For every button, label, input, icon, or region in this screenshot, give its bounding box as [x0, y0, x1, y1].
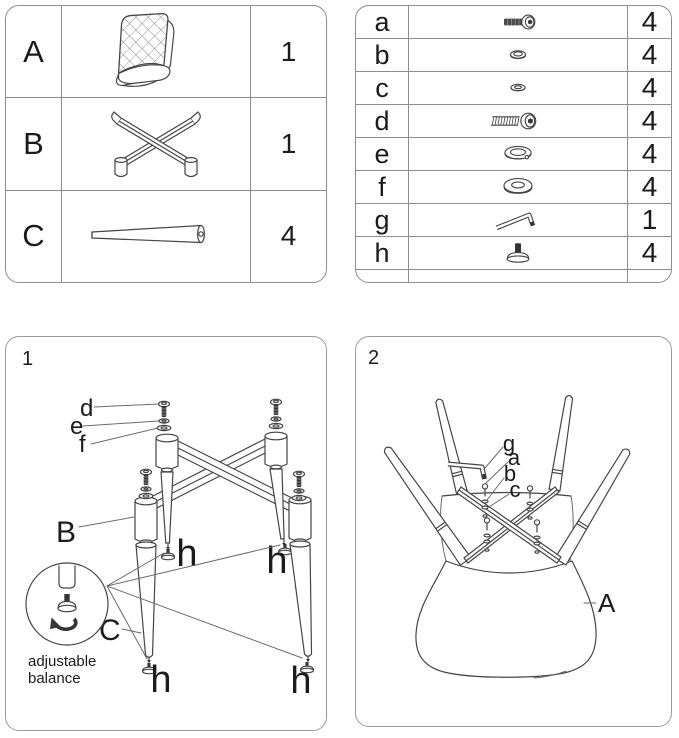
hw-icon-cell-h [408, 237, 627, 269]
part-qty-B: 1 [250, 98, 326, 189]
hw-qty-h: 4 [627, 237, 671, 269]
hw-icon-cell-g [408, 204, 627, 236]
step2-number: 2 [368, 347, 380, 369]
hardware-table [355, 5, 672, 283]
part-label-C: C [22, 218, 45, 254]
base-sockets [135, 432, 311, 542]
hw-row-a [356, 6, 671, 38]
hw-qty-f: 4 [627, 171, 671, 203]
part-label-B: B [23, 125, 44, 161]
chair-seat-icon [92, 10, 220, 94]
hw-label-d: d [374, 105, 390, 136]
step2-label-b: b [503, 461, 517, 486]
hw-label-h: h [374, 237, 390, 268]
hw-label-b: b [374, 39, 390, 70]
hw-qty-c: 4 [627, 72, 671, 104]
step1-label-f: f [79, 431, 86, 458]
spring-washer-icon [463, 140, 573, 168]
flat-washer-icon [463, 173, 573, 201]
hw-row-e [356, 137, 671, 170]
magnifier-detail [26, 545, 302, 659]
step2-panel [355, 336, 672, 727]
small-flat-washer-icon [463, 74, 573, 102]
part-qty-A: 1 [250, 6, 326, 97]
hw-label-a: a [374, 6, 390, 37]
hw-qty-empty [627, 270, 671, 282]
step1-label-h3: h [150, 659, 172, 701]
foot-glide-icon [463, 239, 573, 267]
long-bolt-icon [463, 107, 573, 135]
short-bolt-icon [463, 8, 573, 36]
hw-label-empty [356, 270, 408, 282]
cross-base-icon [91, 104, 221, 184]
hw-row-g [356, 203, 671, 236]
step1-label-d: d [80, 395, 94, 422]
hw-row-f [356, 170, 671, 203]
hw-qty-g: 1 [627, 204, 671, 236]
part-label-A: A [23, 33, 44, 69]
hw-icon-cell-a [408, 6, 627, 38]
step2-label-c: c [509, 477, 521, 502]
parts-row-A [6, 6, 326, 97]
step1-panel [5, 336, 327, 731]
step2-label-A: A [598, 588, 616, 618]
step1-label-B: B [56, 516, 77, 549]
part-icon-cell-C [61, 191, 250, 282]
step1-label-h4: h [290, 660, 312, 702]
hw-label-e: e [374, 138, 390, 169]
parts-row-B [6, 97, 326, 189]
hw-icon-cell-c [408, 72, 627, 104]
parts-table [5, 5, 327, 283]
hw-icon-cell-empty [408, 270, 627, 282]
step1-label-C: C [99, 614, 121, 647]
hw-icon-cell-e [408, 138, 627, 170]
step1-label-e: e [70, 413, 84, 440]
step2-label-g: g [502, 431, 516, 456]
allen-key-icon [463, 206, 573, 234]
hw-icon-cell-f [408, 171, 627, 203]
step1-number: 1 [22, 348, 34, 370]
hw-row-b [356, 38, 671, 71]
parts-row-C [6, 190, 326, 282]
hw-label-f: f [378, 171, 386, 202]
part-icon-cell-A [61, 6, 250, 97]
hw-row-d [356, 104, 671, 137]
step1-label-h1: h [176, 533, 198, 575]
hw-label-g: g [374, 204, 390, 235]
hw-qty-b: 4 [627, 39, 671, 71]
step1-note-line2: balance [28, 670, 81, 687]
part-qty-C: 4 [250, 191, 326, 282]
chair-leg-icon [86, 222, 226, 250]
hw-qty-d: 4 [627, 105, 671, 137]
part-icon-cell-B [61, 98, 250, 189]
step2-label-a: a [507, 445, 521, 470]
hw-row-c [356, 71, 671, 104]
hw-label-c: c [375, 72, 389, 103]
step1-diagram [6, 337, 326, 730]
step2-diagram [356, 337, 671, 726]
step1-label-h2: h [266, 540, 288, 582]
hw-row-h [356, 236, 671, 269]
hw-qty-e: 4 [627, 138, 671, 170]
hw-row-empty [356, 269, 671, 282]
hw-icon-cell-d [408, 105, 627, 137]
hw-qty-a: 4 [627, 6, 671, 38]
angled-washer-icon [463, 41, 573, 69]
hw-icon-cell-b [408, 39, 627, 71]
step1-note-line1: adjustable [28, 653, 97, 670]
